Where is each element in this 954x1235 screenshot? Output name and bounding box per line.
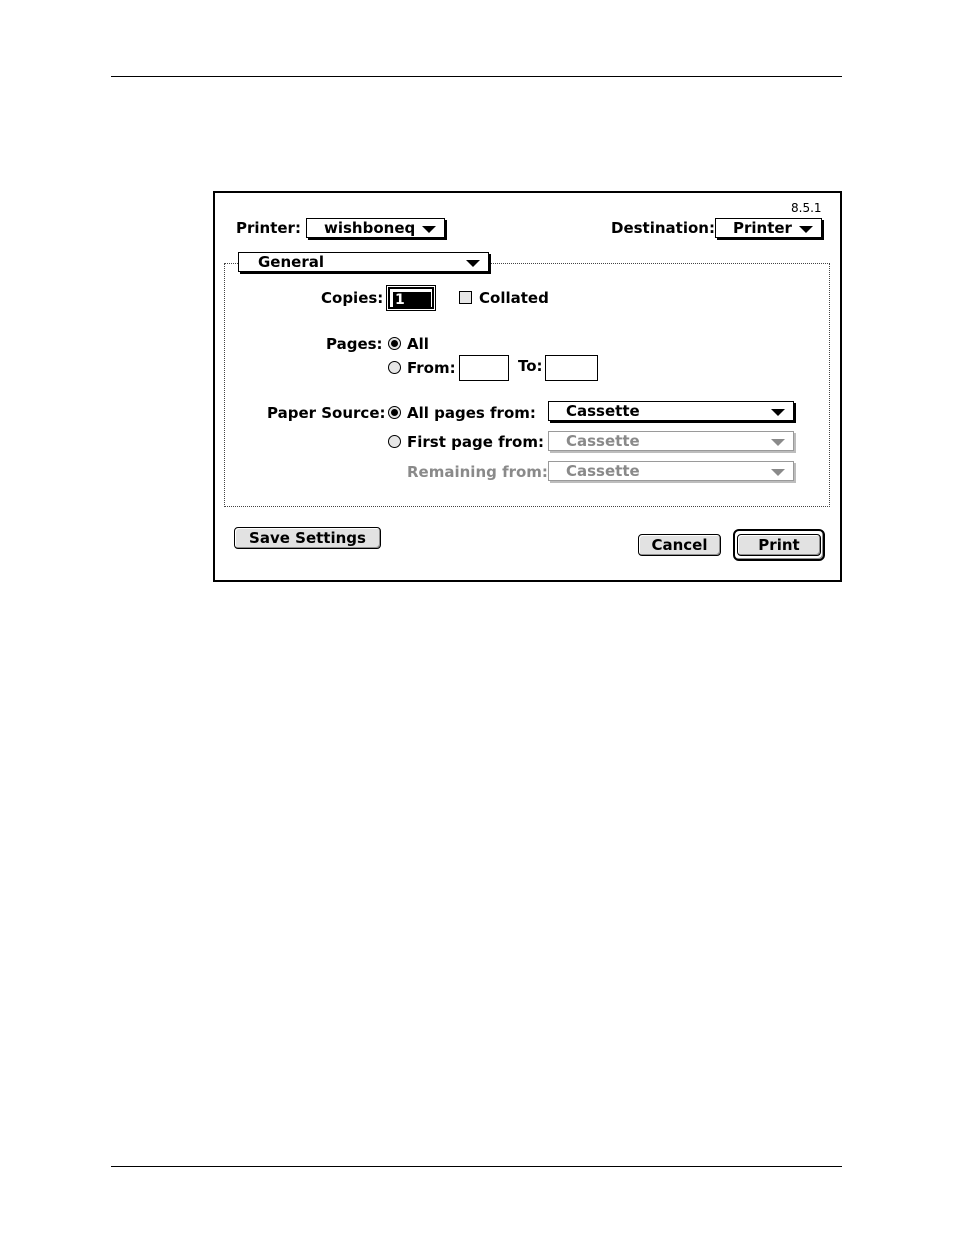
printer-popup[interactable] xyxy=(306,218,445,238)
first-page-source-value: Cassette xyxy=(566,432,640,450)
remaining-source-value: Cassette xyxy=(566,462,640,480)
chevron-down-icon xyxy=(771,409,785,416)
panel-popup[interactable] xyxy=(238,252,489,272)
destination-popup-value: Printer xyxy=(733,219,792,237)
cancel-button[interactable]: Cancel xyxy=(638,534,721,556)
remaining-from-label: Remaining from: xyxy=(407,463,548,481)
collated-checkbox[interactable] xyxy=(459,291,472,304)
save-settings-button[interactable]: Save Settings xyxy=(234,527,381,549)
copies-label: Copies: xyxy=(321,289,384,307)
collated-label[interactable]: Collated xyxy=(479,289,549,307)
chevron-down-icon xyxy=(799,226,813,233)
print-dialog xyxy=(213,191,842,582)
pages-from-radio[interactable] xyxy=(388,361,401,374)
chevron-down-icon xyxy=(771,469,785,476)
pages-to-field[interactable] xyxy=(545,355,598,381)
panel-popup-value: General xyxy=(258,253,324,271)
pages-from-label[interactable]: From: xyxy=(407,359,456,377)
all-pages-source-popup[interactable] xyxy=(548,401,794,421)
first-page-from-radio[interactable] xyxy=(388,435,401,448)
chevron-down-icon xyxy=(466,260,480,267)
all-pages-source-value: Cassette xyxy=(566,402,640,420)
copies-value: 1 xyxy=(393,292,431,308)
print-button[interactable]: Print xyxy=(737,534,821,556)
destination-popup[interactable] xyxy=(715,218,822,238)
destination-label: Destination: xyxy=(611,219,715,237)
pages-all-radio[interactable] xyxy=(388,337,401,350)
first-page-source-popup[interactable] xyxy=(548,431,794,451)
chevron-down-icon xyxy=(422,226,436,233)
pages-label: Pages: xyxy=(326,335,383,353)
print-button-default-ring xyxy=(733,529,825,561)
copies-field[interactable] xyxy=(388,287,434,309)
printer-label: Printer: xyxy=(236,219,301,237)
pages-from-field[interactable] xyxy=(459,355,509,381)
version-label: 8.5.1 xyxy=(791,201,822,215)
printer-popup-value: wishboneq xyxy=(324,219,416,237)
all-pages-from-radio[interactable] xyxy=(388,406,401,419)
page-header-rule xyxy=(111,76,842,77)
page-footer-rule xyxy=(111,1166,842,1167)
paper-source-label: Paper Source: xyxy=(267,404,386,422)
chevron-down-icon xyxy=(771,439,785,446)
all-pages-from-label[interactable]: All pages from: xyxy=(407,404,536,422)
pages-all-label[interactable]: All xyxy=(407,335,429,353)
first-page-from-label[interactable]: First page from: xyxy=(407,433,544,451)
pages-to-label: To: xyxy=(518,357,543,375)
remaining-source-popup[interactable] xyxy=(548,461,794,481)
